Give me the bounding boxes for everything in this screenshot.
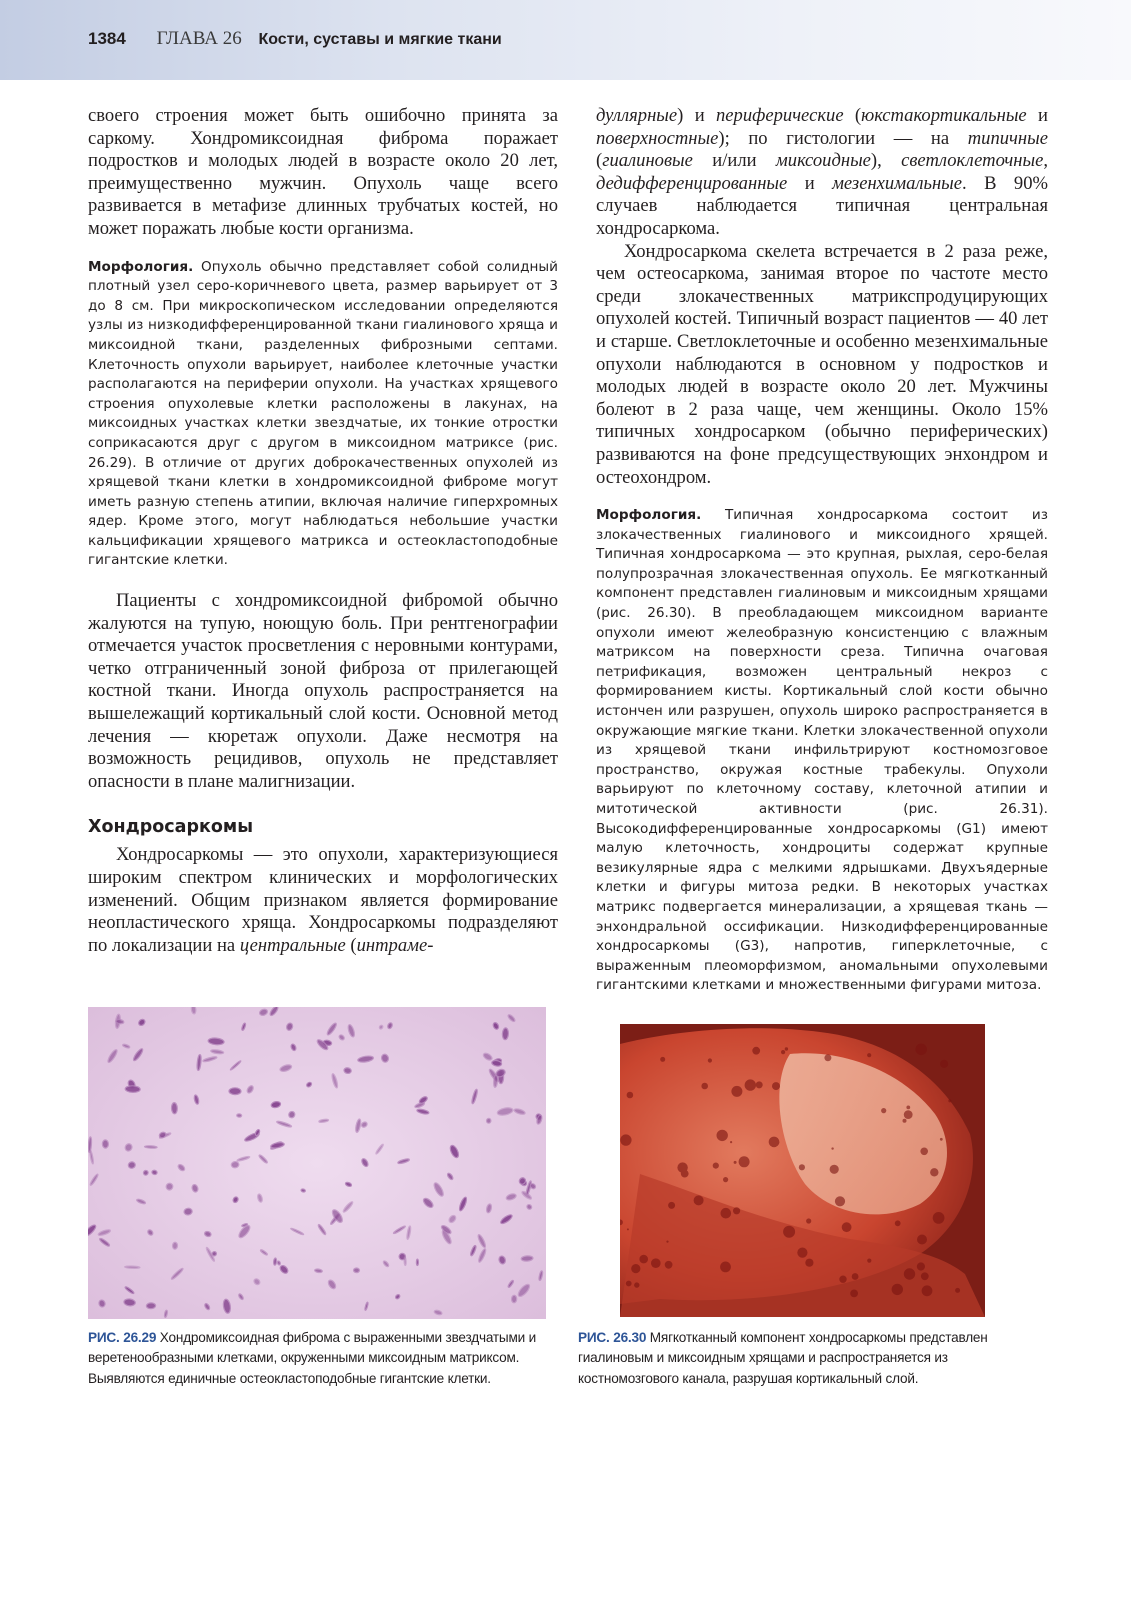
tissue-spot bbox=[850, 1290, 858, 1298]
tissue-spot bbox=[805, 1259, 813, 1267]
tissue-spot bbox=[830, 1165, 839, 1174]
gross-specimen-photo bbox=[620, 1024, 985, 1317]
cell-nucleus bbox=[502, 1028, 509, 1040]
text-run: и/или bbox=[692, 150, 776, 172]
italic-term: периферические bbox=[716, 105, 844, 126]
italic-term: гиалиновые bbox=[602, 150, 693, 172]
cell-nucleus bbox=[301, 1188, 306, 1192]
figure-caption-text: Хондромиксоидная фиброма с выраженными звездчатыми и веретенообразными клетками, окруженными миксоидным матриксом. Выявляются единичные остеокластоподобные гигантские клетки. bbox=[88, 1330, 537, 1386]
tissue-spot bbox=[627, 1092, 634, 1099]
tissue-spot bbox=[904, 1268, 915, 1279]
text-run: . В 90% случаев наблюдается типичная центральная хондросаркома. bbox=[596, 172, 1048, 239]
italic-term: поверхностные bbox=[596, 127, 719, 149]
cell-nucleus bbox=[511, 1295, 516, 1303]
tissue-spot bbox=[772, 1082, 780, 1090]
tissue-spot bbox=[701, 1083, 708, 1090]
cell-nucleus bbox=[416, 1259, 418, 1265]
morphology-box-left bbox=[88, 258, 558, 572]
histology-micrograph bbox=[88, 1007, 546, 1319]
figure-caption-26-29 bbox=[88, 1328, 548, 1389]
cell-nucleus bbox=[343, 1067, 351, 1074]
tissue-spot bbox=[694, 1195, 704, 1205]
tissue-spot bbox=[730, 1141, 732, 1143]
figure-gross-image bbox=[620, 1024, 985, 1317]
tissue-spot bbox=[835, 1196, 845, 1206]
figure-histology-image bbox=[88, 1007, 546, 1319]
text-run: и bbox=[787, 172, 833, 194]
italic-term: юкстакортикальные bbox=[861, 105, 1027, 126]
text-run: ), bbox=[870, 150, 902, 172]
cell-nucleus bbox=[229, 1088, 241, 1095]
tissue-spot bbox=[717, 1130, 728, 1141]
tissue-spot bbox=[839, 1276, 846, 1283]
tissue-spot bbox=[895, 1220, 901, 1226]
cell-nucleus bbox=[486, 1118, 491, 1123]
text-run: ( bbox=[596, 150, 603, 172]
tissue-spot bbox=[769, 1137, 780, 1148]
tissue-spot bbox=[721, 1208, 732, 1219]
cell-nucleus bbox=[151, 1170, 157, 1175]
figure-caption-text: Мягкотканный компонент хондросаркомы представлен гиалиновым и миксоидным хрящами и распространяется из костномозгового канала, разрушая кортикальный слой. bbox=[578, 1330, 988, 1386]
tissue-spot bbox=[852, 1273, 859, 1280]
left-column bbox=[88, 105, 558, 957]
tissue-spot bbox=[903, 1119, 907, 1123]
paragraph-classification bbox=[596, 105, 1048, 241]
tissue-spot bbox=[666, 1241, 668, 1243]
tissue-spot bbox=[904, 1110, 913, 1119]
cell-nucleus bbox=[102, 1140, 108, 1148]
figure-caption-26-30 bbox=[578, 1328, 1038, 1389]
cell-nucleus bbox=[172, 1242, 177, 1249]
text-run: ) и bbox=[677, 105, 716, 126]
page-number: 1384 bbox=[88, 29, 126, 48]
page-header bbox=[0, 0, 1131, 80]
cell-nucleus bbox=[314, 1269, 322, 1273]
tissue-spot bbox=[723, 1177, 728, 1182]
tissue-spot bbox=[631, 1264, 640, 1273]
header-text bbox=[88, 28, 502, 50]
tissue-spot bbox=[620, 1134, 631, 1145]
tissue-spot bbox=[626, 1281, 632, 1287]
italic-term: интраме- bbox=[356, 934, 434, 956]
italic-term: мезенхимальные bbox=[832, 172, 963, 194]
cell-nucleus bbox=[128, 1161, 136, 1169]
tissue-spot bbox=[627, 1228, 629, 1230]
paragraph-chondrosarcoma-intro bbox=[88, 844, 558, 957]
tissue-spot bbox=[906, 1106, 910, 1110]
paragraph-symptoms: Пациенты с хондромиксоидной фибромой обычно жалуются на тупую, ноющую боль. При рентгенографии отмечается участок просветления с неровными контурами, четко отграниченный зоной фиброза от прилегающей костной ткани. Иногда опухоль распространяется на вышележащий кортикальный слой кости. Основной метод лечения — кюретаж опухоли. Даже несмотря на возможность рецидивов, опухоль не представляет опасности в плане малигнизации. bbox=[88, 590, 558, 792]
right-column bbox=[596, 105, 1048, 996]
cell-nucleus bbox=[125, 1086, 140, 1093]
tissue-spot bbox=[733, 1207, 740, 1214]
tissue-spot bbox=[739, 1156, 750, 1167]
italic-term: центральные bbox=[239, 934, 346, 956]
cell-nucleus bbox=[404, 1257, 406, 1266]
text-run: ( bbox=[345, 934, 357, 956]
tissue-spot bbox=[799, 1164, 805, 1170]
tissue-spot bbox=[917, 1235, 927, 1245]
cell-nucleus bbox=[146, 1303, 155, 1309]
tissue-spot bbox=[948, 1099, 951, 1102]
tissue-spot bbox=[831, 1147, 833, 1149]
tissue-spot bbox=[731, 1086, 742, 1097]
tissue-spot bbox=[713, 1163, 719, 1169]
text-run: ( bbox=[843, 105, 862, 126]
tissue-spot bbox=[955, 1288, 960, 1293]
tissue-spot bbox=[917, 1262, 925, 1270]
text-run: ); по гистологии — на bbox=[718, 127, 968, 149]
paragraph-continuation: своего строения может быть ошибочно принята за саркому. Хондромиксоидная фиброма поражает подростков и молодых людей в возрасте около 20 лет, преимущественно мужчин. Опухоль чаще всего развивается в метафизе длинных трубчатых костей, но может поражать любые кости организма. bbox=[88, 105, 558, 239]
chapter-title: Кости, суставы и мягкие ткани bbox=[258, 31, 502, 48]
tissue-spot bbox=[915, 1044, 927, 1056]
cell-nucleus bbox=[277, 1261, 281, 1266]
morphology-text: Типичная хондросаркома состоит из злокачественных гиалинового и миксоидного хрящей. Типичная хондросаркома — это крупная, рыхлая, серо-белая полупрозрачная злокачественная опухоль. Ее мягкотканный компонент представлен гиалиновым и миксоидным хрящами (рис. 26.30). В преобладающем миксоидном варианте опухоли имеют желеобразную консистенцию с влажным матриксом на поверхности среза. Типична очаговая петрификация, возможен центральный некроз с формированием кисты. Кортикальный слой кости обычно истончен или разрушен, опухоль широко распространяется в окружающие мягкие ткани. Клетки злокачественной опухоли из хрящевой ткани инфильтрируют костномозговое пространство, окружая костные трабекулы. Опухоли варьируют по клеточному составу, клеточной атипии и митотической активности (рис. 26.31). Высокодифференцированные хондросаркомы (G1) имеют малую клеточность, хондроциты содержат крупные везикулярные ядра с мелкими ядрышками. Двухъядерные клетки и фигуры митоза редки. В некоторых участках матрикс подвергается минерализации, а хрящевая ткань — энхондральной оссификации. Низкодифференцированные хондросаркомы (G3), напротив, гиперклеточные, с выраженным плеоморфизмом, аномальными опухолевыми гигантскими клетками и множественными фигурами митоза. bbox=[596, 507, 1048, 994]
tissue-spot bbox=[756, 1081, 763, 1088]
cell-nucleus bbox=[353, 1268, 359, 1273]
paragraph-epidemiology: Хондросаркома скелета встречается в 2 раза реже, чем остеосаркома, занимая второе по частоте место среди злокачественных матрикспродуцирующих опухолей костей. Типичный возраст пациентов — 40 лет и старше. Светлоклеточные и особенно мезенхимальные опухоли наблюдаются в основном у подростков и молодых людей в возрасте около 20 лет. Мужчины болеют в 2 раза чаще, чем женщины. Около 15% типичных хондросарком (обычно периферических) развиваются на фоне предсуществующих энхондром и остеохондром. bbox=[596, 240, 1048, 488]
morphology-label: Морфология. bbox=[596, 507, 702, 524]
cell-nucleus bbox=[521, 1255, 533, 1261]
tissue-spot bbox=[933, 1212, 945, 1224]
morphology-text: Опухоль обычно представляет собой солидный плотный узел серо-коричневого цвета, размер варьирует от 3 до 8 см. При микроскопическом исследовании определяются узлы из низкодифференцированной ткани гиалинового хряща и миксоидной ткани, разделенных фиброзными септами. Клеточность опухоли варьирует, наиболее клеточные участки располагаются на периферии опухоли. На участках хрящевого строения опухолевые клетки расположены в лакунах, на миксоидных участках клетки звездчатые, их тонкие отростки соприкасаются друг с другом в миксоидном матриксе (рис. 26.29). В отличие от других доброкачественных опухолей из хрящевой ткани клетки в хондромиксоидной фиброме могут иметь разную степень атипии, включая наличие гиперхромных ядер. Кроме этого, могут наблюдаться небольшие участки кальцификации хрящевого матрикса и остеокластоподобные гигантские клетки. bbox=[88, 258, 558, 569]
text-run: и bbox=[1026, 105, 1048, 126]
tissue-spot bbox=[745, 1079, 756, 1090]
tissue-spot bbox=[783, 1226, 795, 1238]
tissue-spot bbox=[781, 1050, 785, 1054]
tissue-spot bbox=[677, 1162, 687, 1172]
tissue-spot bbox=[708, 1058, 712, 1062]
tissue-spot bbox=[752, 1047, 760, 1055]
morphology-paragraph bbox=[596, 506, 1048, 996]
tissue-spot bbox=[922, 1285, 933, 1296]
morphology-paragraph bbox=[88, 258, 558, 572]
tissue-spot bbox=[639, 1255, 648, 1264]
tissue-spot bbox=[797, 1248, 807, 1258]
text-run: , bbox=[1043, 150, 1048, 172]
tissue-spot bbox=[940, 1138, 943, 1141]
chapter-label: ГЛАВА 26 bbox=[156, 28, 242, 49]
italic-term: дедифференцированные bbox=[596, 172, 788, 194]
tissue-spot bbox=[651, 1258, 661, 1268]
italic-term: дуллярные bbox=[596, 105, 678, 126]
figure-label: РИС. 26.30 bbox=[578, 1330, 647, 1345]
tissue-spot bbox=[824, 1054, 831, 1061]
italic-term: светлоклеточные bbox=[901, 150, 1044, 172]
cell-nucleus bbox=[171, 1103, 177, 1114]
cell-nucleus bbox=[144, 1146, 157, 1149]
text-run: Хондросаркомы — это опухоли, характеризующиеся широким спектром клинических и морфологических изменений. Общим признаком является формирование неопластического хряща. Хондросаркомы подразделяют по локализации на bbox=[88, 844, 558, 956]
tissue-spot bbox=[930, 1168, 938, 1176]
tissue-spot bbox=[867, 1053, 871, 1057]
tissue-spot bbox=[881, 1108, 886, 1113]
cell-nucleus bbox=[116, 1019, 125, 1024]
morphology-label: Морфология. bbox=[88, 258, 194, 275]
tissue-spot bbox=[892, 1284, 903, 1295]
italic-term: миксоидные bbox=[775, 150, 871, 172]
tissue-spot bbox=[660, 1057, 665, 1062]
tissue-spot bbox=[668, 1202, 675, 1209]
tissue-spot bbox=[785, 1047, 788, 1050]
cell-nucleus bbox=[184, 1208, 193, 1216]
figure-label: РИС. 26.29 bbox=[88, 1330, 157, 1345]
tissue-spot bbox=[806, 1218, 811, 1223]
section-heading: Хондросаркомы bbox=[88, 817, 254, 838]
cell-nucleus bbox=[125, 1266, 140, 1269]
tissue-spot bbox=[920, 1148, 928, 1156]
cell-nucleus bbox=[237, 1114, 242, 1118]
tissue-spot bbox=[921, 1272, 929, 1280]
morphology-box-right bbox=[596, 506, 1048, 996]
italic-term: типичные bbox=[967, 127, 1048, 149]
tissue-spot bbox=[842, 1222, 852, 1232]
tissue-spot bbox=[720, 1262, 731, 1273]
tissue-spot bbox=[665, 1261, 673, 1269]
tissue-spot bbox=[940, 1060, 948, 1068]
tissue-spot bbox=[867, 1259, 871, 1263]
cell-nucleus bbox=[231, 1161, 239, 1168]
tissue-spot bbox=[734, 1161, 737, 1164]
cell-nucleus bbox=[273, 1258, 277, 1265]
tissue-spot bbox=[634, 1282, 639, 1287]
